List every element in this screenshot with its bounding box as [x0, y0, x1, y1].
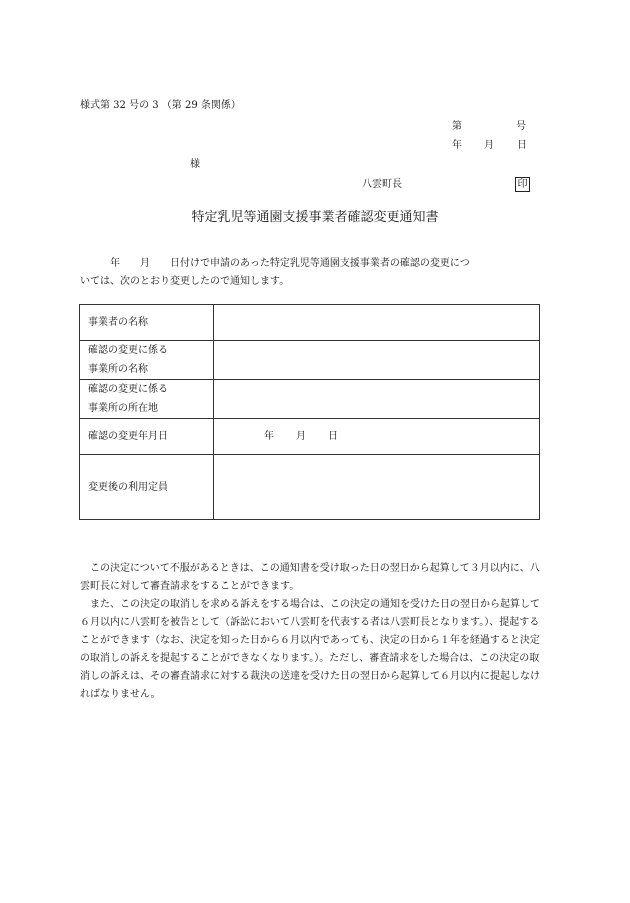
- addressee-suffix: 様: [190, 159, 200, 170]
- change-date-year: 年: [264, 431, 274, 442]
- form-number: 様式第 32 号の 3 （第 29 条関係）: [80, 100, 241, 111]
- row-label-change-date: [80, 419, 214, 455]
- table-row: [80, 380, 540, 419]
- row-label-text: 事業所の所在地: [88, 403, 158, 414]
- issuer-name: 八雲町長: [362, 179, 402, 190]
- row-label-capacity: [80, 455, 214, 520]
- notice-body-line: 年 月 日付けで申請のあった特定乳児等通園支援事業者の確認の変更につ: [80, 258, 470, 269]
- notes-line: 消しの訴えは、その審査請求に対する裁決の送達を受けた日の翌日から起算して６月以内に提起しなけ: [80, 671, 540, 682]
- appeal-notes: [80, 560, 540, 704]
- document-number-suffix: 号: [516, 121, 526, 132]
- row-value-business-name: [214, 305, 540, 341]
- change-details-table: [79, 304, 540, 520]
- row-label-text: 事業者の名称: [88, 317, 148, 328]
- row-label-text: 変更後の利用定員: [88, 481, 168, 493]
- notes-line: の取消しの訴えを提起することができなくなります。）。ただし、審査請求をした場合は、この決定の取: [80, 653, 540, 664]
- notice-body: [80, 255, 540, 291]
- row-label-text: 確認の変更に係る: [88, 345, 168, 356]
- notes-line: この決定について不服があるときは、この通知書を受け取った日の翌日から起算して３月以内に、八: [80, 563, 540, 574]
- change-date-day: 日: [328, 431, 338, 442]
- row-label-facility-name: [80, 341, 214, 380]
- issue-date-day: 日: [517, 140, 527, 151]
- table-row: [80, 455, 540, 520]
- row-label-facility-address: [80, 380, 214, 419]
- document-number-label: 第: [452, 121, 462, 132]
- row-label-text: 確認の変更年月日: [88, 431, 168, 442]
- row-value-facility-address: [214, 380, 540, 419]
- row-label-text: 事業所の名称: [88, 364, 148, 375]
- notice-body-line: いては、次のとおり変更したので通知します。: [80, 276, 290, 287]
- table-row: [80, 341, 540, 380]
- notes-line: また、この決定の取消しを求める訴えをする場合は、この決定の通知を受けた日の翌日から起算して: [80, 599, 540, 610]
- row-label-business-name: [80, 305, 214, 341]
- row-value-change-date: [214, 419, 540, 455]
- notes-line: ればなりません。: [80, 689, 161, 700]
- table-row: [80, 419, 540, 455]
- row-label-text: 確認の変更に係る: [88, 384, 168, 395]
- change-date-month: 月: [296, 431, 306, 442]
- notes-line: ６月以内に八雲町を被告として（訴訟において八雲町を代表する者は八雲町長となります。）、提起する: [80, 617, 540, 628]
- row-value-facility-name: [214, 341, 540, 380]
- row-value-capacity: [214, 455, 540, 520]
- issue-date-year: 年: [452, 140, 462, 151]
- table-row: [80, 305, 540, 341]
- notes-line: ことができます（なお、決定を知った日から６月以内であっても、決定の日から１年を経過すると決定: [80, 635, 540, 646]
- notes-line: 雲町長に対して審査請求をすることができます。: [80, 581, 300, 592]
- seal-stamp: 印: [515, 177, 530, 192]
- issue-date-month: 月: [484, 140, 494, 151]
- document-title: 特定乳児等通園支援事業者確認変更通知書: [191, 210, 439, 225]
